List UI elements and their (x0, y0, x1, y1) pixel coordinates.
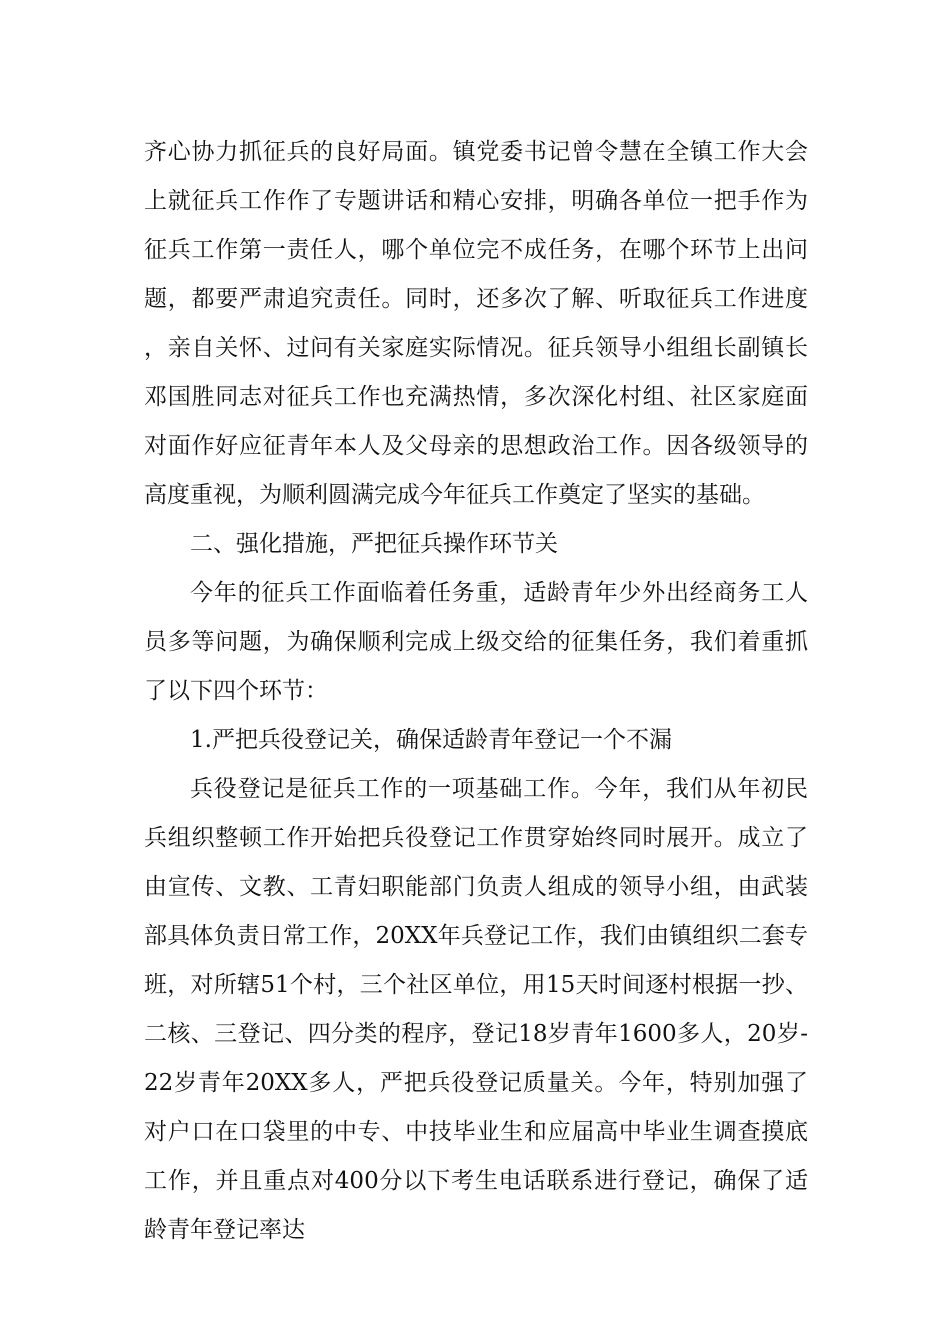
paragraph-leadership: 齐心协力抓征兵的良好局面。镇党委书记曾令慧在全镇工作大会上就征兵工作作了专题讲话和精心安排，明确各单位一把手作为征兵工作第一责任人，哪个单位完不成任务，在哪个环节上出问题，都要严肃追究责任。同时，还多次了解、听取征兵工作进度，亲自关怀、过问有关家庭实际情况。征兵领导小组组长副镇长邓国胜同志对征兵工作也充满热情，多次深化村组、社区家庭面对面作好应征青年本人及父母亲的思想政治工作。因各级领导的高度重视，为顺利圆满完成今年征兵工作奠定了坚实的基础。 (144, 139, 808, 508)
document-body (144, 128, 808, 1255)
paragraph-registration: 兵役登记是征兵工作的一项基础工作。今年，我们从年初民兵组织整顿工作开始把兵役登记工作贯穿始终同时展开。成立了由宣传、文教、工青妇职能部门负责人组成的领导小组，由武装部具体负责日常工作，20XX年兵登记工作，我们由镇组织二套专班，对所辖51个村，三个社区单位，用15天时间逐村根据一抄、二核、三登记、四分类的程序，登记18岁青年1600多人，20岁-22岁青年20XX多人，严把兵役登记质量关。今年，特别加强了对户口在口袋里的中专、中技毕业生和应届高中毕业生调查摸底工作，并且重点对400分以下考生电话联系进行登记，确保了适龄青年登记率达 (144, 776, 808, 1243)
section-heading-measures: 二、强化措施，严把征兵操作环节关 (190, 531, 558, 557)
paragraph-challenges: 今年的征兵工作面临着任务重，适龄青年少外出经商务工人员多等问题，为确保顺利完成上级交给的征集任务，我们着重抓了以下四个环节： (144, 580, 808, 704)
subheading-registration: 1.严把兵役登记关，确保适龄青年登记一个不漏 (190, 727, 672, 753)
